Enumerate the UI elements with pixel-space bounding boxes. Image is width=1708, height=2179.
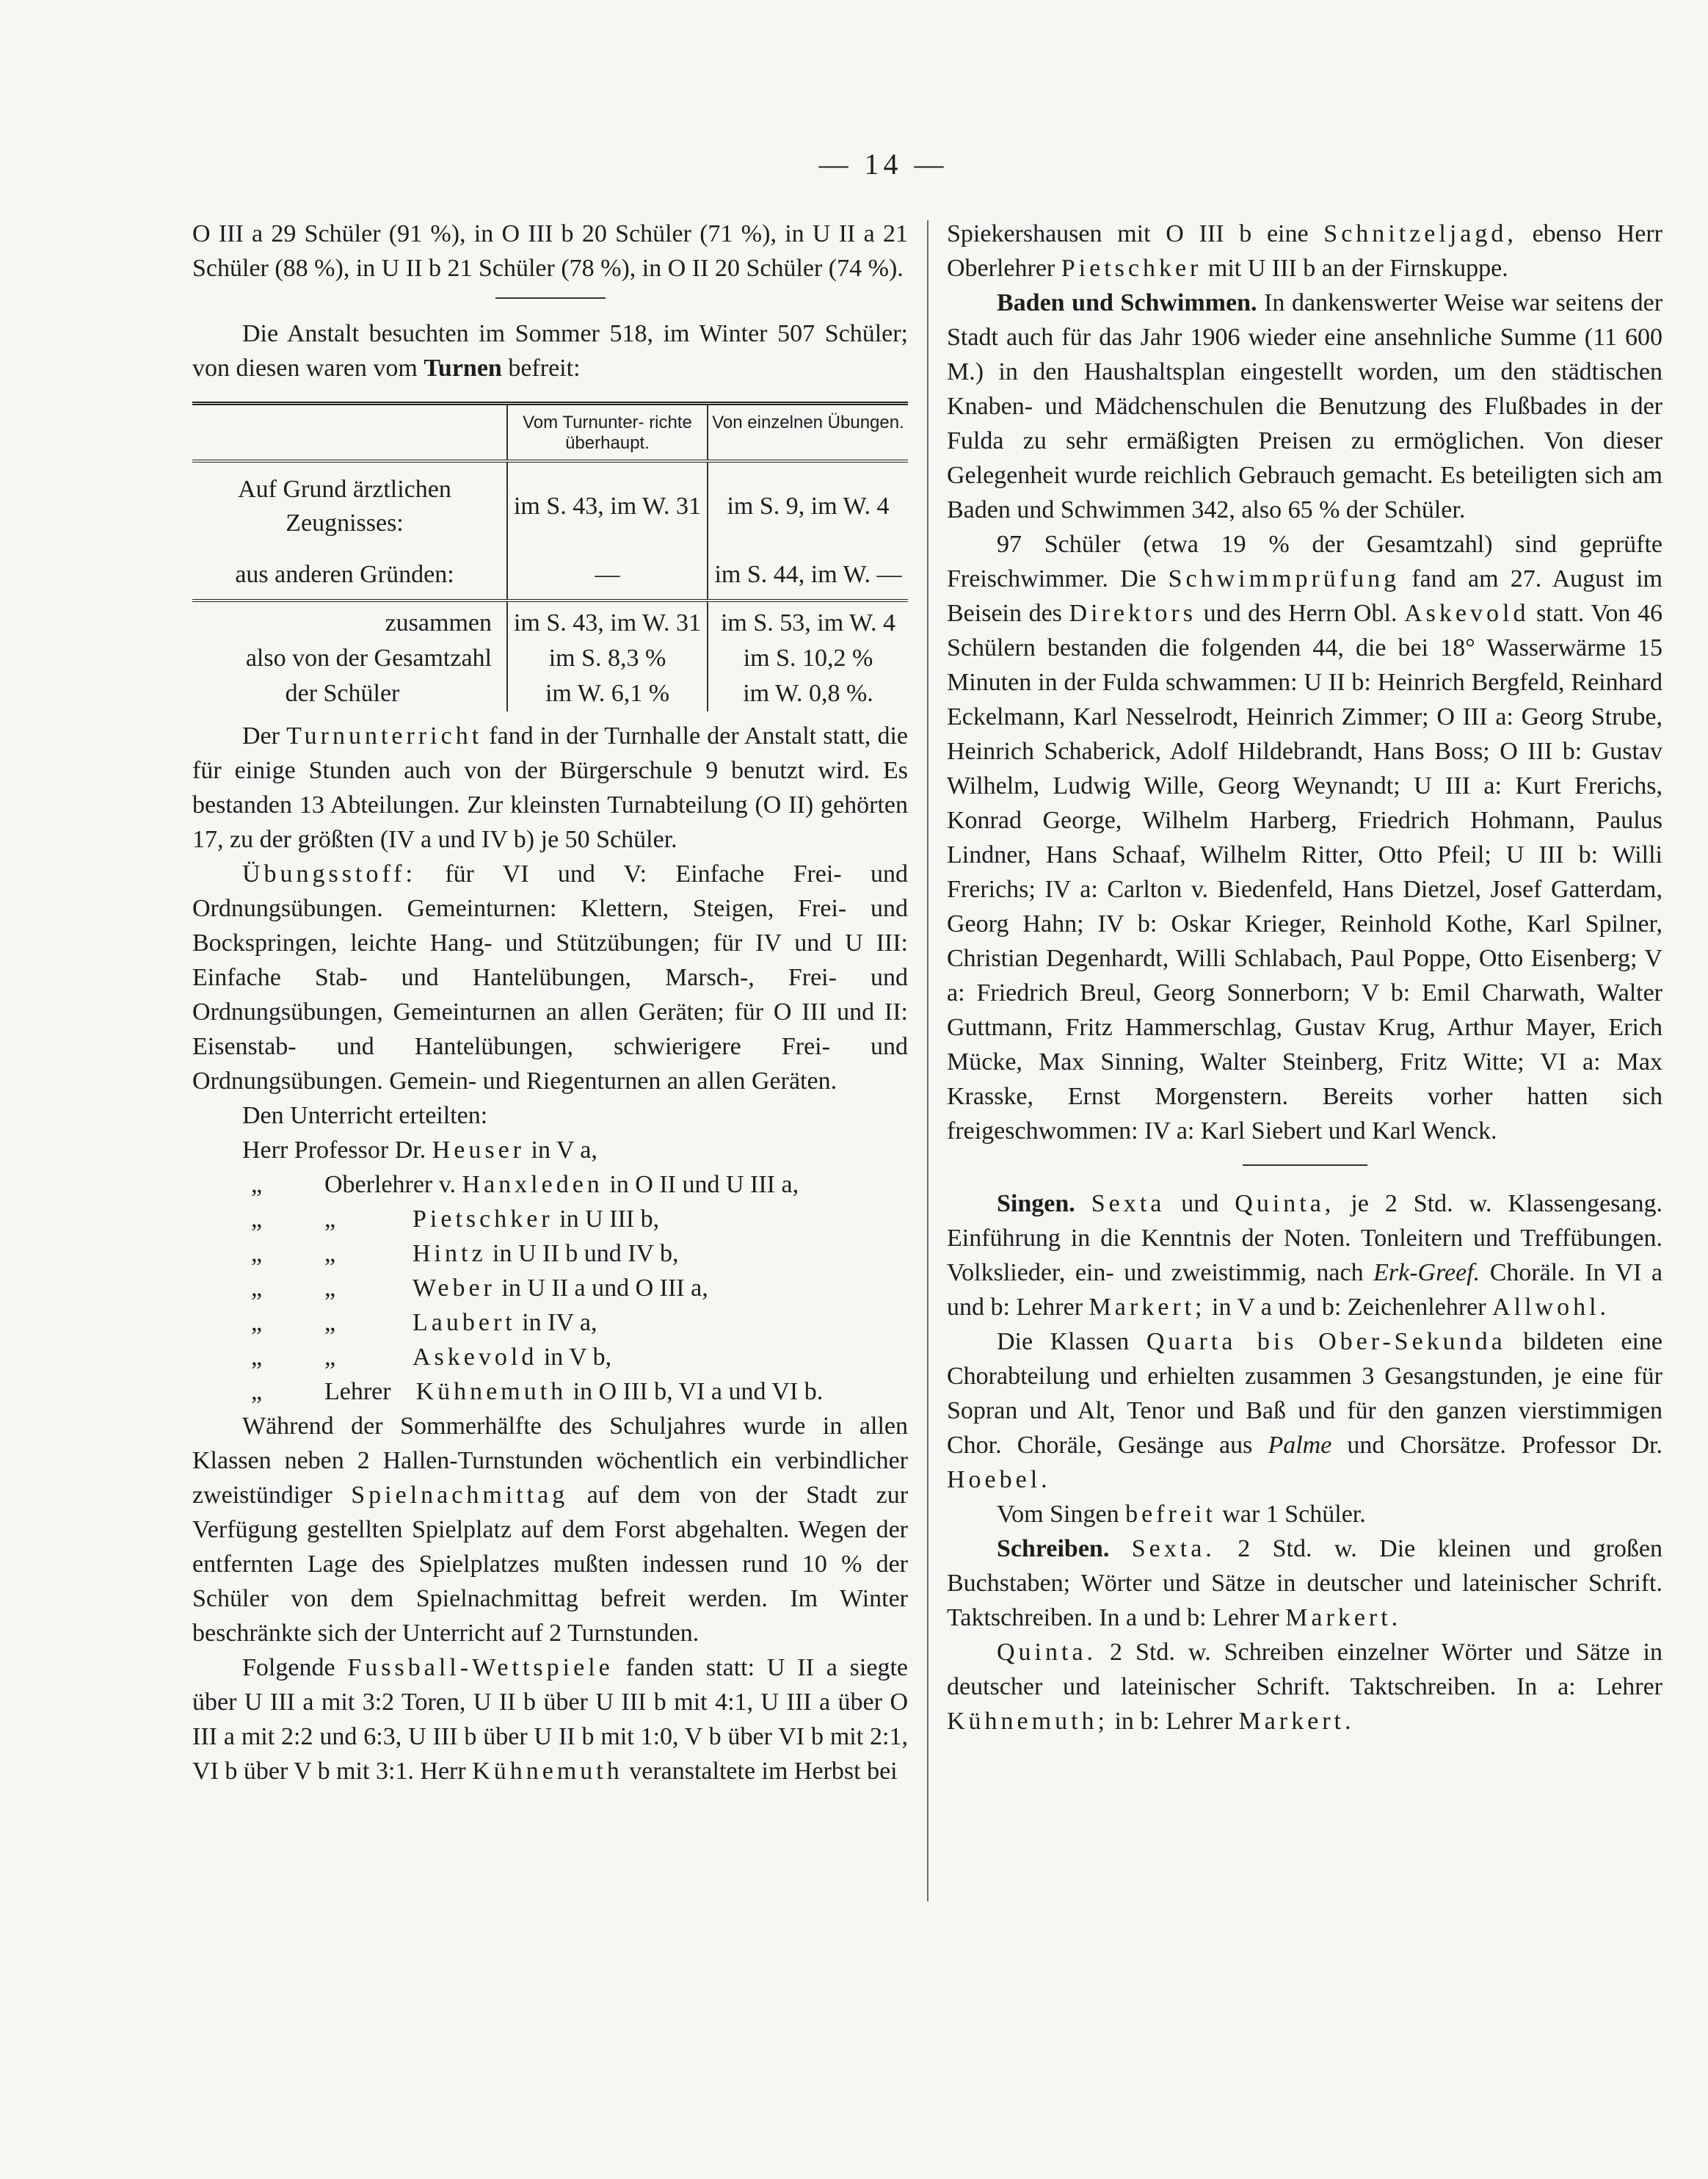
list-item: „ „ Weber in U II a und O III a, bbox=[251, 1275, 708, 1302]
right-column bbox=[947, 217, 1662, 1739]
section-divider bbox=[1243, 1164, 1367, 1166]
list-item: „ „ Askevold in V b, bbox=[251, 1344, 612, 1371]
teacher-list bbox=[192, 1133, 908, 1409]
paragraph-quinta-schreiben: Quinta. 2 Std. w. Schreiben einzelner Wörter und Sätze in deutscher und lateinischer Schrift. Taktschreiben. In a: Lehrer Kühnemuth; in b: Lehrer Markert. bbox=[947, 1639, 1662, 1735]
paragraph-singen: Singen. Sexta und Quinta, je 2 Std. w. Klassengesang. Einführung in die Kenntnis der Noten. Tonleitern und Treffübungen. Volkslieder, ein- und zweistimmig, nach Erk-Greef. Choräle. In VI a und b: Lehrer Markert; in V a und b: Zeichenlehrer Allwohl. bbox=[947, 1190, 1663, 1321]
paragraph-schnitzeljagd: Spiekershausen mit O III b eine Schnitzeljagd, ebenso Herr Oberlehrer Pietschker mit U III b an der Firnskuppe. bbox=[947, 220, 1662, 282]
baden-heading: Baden und Schwimmen. bbox=[997, 289, 1257, 316]
table-row-total: zusammen im S. 43, im W. 31 im S. 53, im W. 4 bbox=[192, 601, 908, 641]
list-item: „ Oberlehrer v. Hanxleden in O II und U III a, bbox=[251, 1171, 799, 1198]
turnen-heading: Turnen bbox=[424, 355, 502, 382]
table-head-blank bbox=[192, 404, 507, 462]
list-item: Herr Professor Dr. Heuser in V a, bbox=[242, 1136, 597, 1164]
table-head-overall: Vom Turnunter- richte überhaupt. bbox=[507, 404, 708, 462]
paragraph-freischwimmer: 97 Schüler (etwa 19 % der Gesamtzahl) sind geprüfte Freischwimmer. Die Schwimmprüfung fand am 27. August im Beisein des Direktors und des Herrn Obl. Askevold statt. Von 46 Schülern bestanden die folgenden 44, die bei 18° Wasserwärme 15 Minuten in der Fulda schwammen: U II b: Heinrich Bergfeld, Reinhard Eckelmann, Karl Nesselrodt, Heinrich Zimmer; O III a: Georg Strube, Heinrich Schaberick, Adolf Hildebrandt, Hans Boss; O III b: Gustav Wilhelm, Ludwig Wille, Georg Weynandt; U III a: Kurt Frerichs, Konrad George, Wilhelm Harberg, Friedrich Hohmann, Paulus Lindner, Hans Schaaf, Wilhelm Ritter, Otto Pfeil; U III b: Willi Frerichs; IV a: Carlton v. Biedenfeld, Hans Dietzel, Josef Gatterdam, Georg Hahn; IV b: Oskar Krieger, Reinhold Kothe, Karl Spilner, Christian Degenhardt, Willi Schlabach, Paul Poppe, Otto Eisenberg; V a: Friedrich Breul, Georg Sonnerborn; V b: Emil Charwath, Walter Guttmann, Fritz Hammerschlag, Gustav Krug, Arthur Mayer, Erich Mücke, Max Sinning, Walter Steinberg, Fritz Witte; VI a: Max Krasske, Ernst Morgenstern. Bereits vorher hatten sich freigeschwommen: IV a: Karl Siebert und Karl Wenck. bbox=[947, 531, 1662, 1145]
paragraph-uebungsstoff: Übungsstoff: für VI und V: Einfache Frei- und Ordnungsübungen. Gemeinturnen: Klettern, Steigen, Frei- und Bockspringen, leichte Hang- und Stützübungen; für IV und U III: Einfache Stab- und Hantelübungen, Marsch-, Frei- und Ordnungsübungen, Gemeinturnen an allen Geräten; für O III und II: Eisenstab- und Hantelübungen, schwierigere Frei- und Ordnungsübungen. Gemein- und Riegenturnen an allen Geräten. bbox=[192, 860, 909, 1095]
table-head-partial: Von einzelnen Übungen. bbox=[708, 404, 908, 462]
paragraph-percentages: O III a 29 Schüler (91 %), in O III b 20 Schüler (71 %), in U II a 21 Schüler (88 %), in U II b 21 Schüler (78 %), in O II 20 Schüler (74 %). bbox=[192, 220, 908, 282]
column-divider bbox=[927, 220, 929, 1901]
table-row: aus anderen Gründen: — im S. 44, im W. — bbox=[192, 548, 908, 601]
paragraph-turnunterricht: Der Turnunterricht fand in der Turnhalle der Anstalt statt, die für einige Stunden auch von der Bürgerschule 9 benutzt wird. Es bestanden 13 Abteilungen. Zur kleinsten Turnabteilung (O II) gehörten 17, zu der größten (IV a und IV b) je 50 Schüler. bbox=[192, 722, 909, 853]
left-column bbox=[192, 217, 908, 1788]
list-item: „ „ Hintz in U II b und IV b, bbox=[251, 1240, 679, 1267]
paragraph-fussball: Folgende Fussball-Wettspiele fanden statt: U II a siegte über U III a mit 3:2 Toren, U II b über U III b mit 4:1, U III a über O III a mit 2:2 und 6:3, U III b über U II b mit 1:0, V b über VI b mit 2:1, VI b über V b mit 3:1. Herr Kühnemuth veranstaltete im Herbst bei bbox=[192, 1654, 908, 1785]
paragraph-chorabteilung: Die Klassen Quarta bis Ober-Sekunda bildeten eine Chorabteilung und erhielten zusammen 3 Gesangstunden, je eine für Sopran und Alt, Tenor und Baß und für den ganzen vierstimmigen Chor. Choräle, Gesänge aus Palme und Chorsätze. Professor Dr. Hoebel. bbox=[947, 1328, 1663, 1493]
list-item: „ „ Laubert in IV a, bbox=[251, 1309, 597, 1336]
paragraph-schreiben: Schreiben. Sexta. 2 Std. w. Die kleinen und großen Buchstaben; Wörter und Sätze in deutscher und lateinischer Schrift. Taktschreiben. In a und b: Lehrer Markert. bbox=[947, 1535, 1663, 1631]
exemption-table bbox=[192, 402, 908, 711]
table-row: also von der Gesamtzahl im S. 8,3 % im S. 10,2 % bbox=[192, 641, 908, 676]
table-row: Auf Grund ärztlichen Zeugnisses: im S. 43, im W. 31 im S. 9, im W. 4 bbox=[192, 461, 908, 548]
paragraph-teachers-intro: Den Unterricht erteilten: bbox=[242, 1102, 488, 1129]
page-number: — 14 — bbox=[818, 148, 948, 181]
paragraph-singen-befreit: Vom Singen befreit war 1 Schüler. bbox=[997, 1501, 1366, 1528]
list-item: „ „ Pietschker in U III b, bbox=[251, 1205, 660, 1233]
singen-heading: Singen. bbox=[997, 1190, 1075, 1217]
section-divider bbox=[495, 297, 606, 299]
paragraph-spielnachmittag: Während der Sommerhälfte des Schuljahres wurde in allen Klassen neben 2 Hallen-Turnstunden wöchentlich ein verbindlicher zweistündiger Spielnachmittag auf dem von der Stadt zur Verfügung gestellten Spielplatz auf dem Forst abgehalten. Wegen der entfernten Lage des Spielplatzes mußten indessen rund 10 % der Schüler von dem Spielnachmittag befreit werden. Im Winter beschränkte sich der Unterricht auf 2 Turnstunden. bbox=[192, 1413, 909, 1647]
table-row: der Schüler im W. 6,1 % im W. 0,8 %. bbox=[192, 676, 908, 711]
paragraph-baden: Baden und Schwimmen. In dankenswerter Weise war seitens der Stadt auch für das Jahr 1906 wieder eine ansehnliche Summe (11 600 M.) in den Haushaltsplan eingestellt worden, um den städtischen Knaben- und Mädchenschulen die Benutzung des Flußbades in der Fulda zu sehr ermäßigten Preisen zu ermöglichen. Von dieser Gelegenheit wurde reichlich Gebrauch gemacht. Es beteiligten sich am Baden und Schwimmen 342, also 65 % der Schüler. bbox=[947, 289, 1663, 523]
paragraph-attendance: Die Anstalt besuchten im Sommer 518, im Winter 507 Schüler; von diesen waren vom Turnen befreit: bbox=[192, 320, 908, 382]
list-item: „ Lehrer Kühnemuth in O III b, VI a und VI b. bbox=[251, 1378, 824, 1405]
schreiben-heading: Schreiben. bbox=[997, 1535, 1110, 1562]
